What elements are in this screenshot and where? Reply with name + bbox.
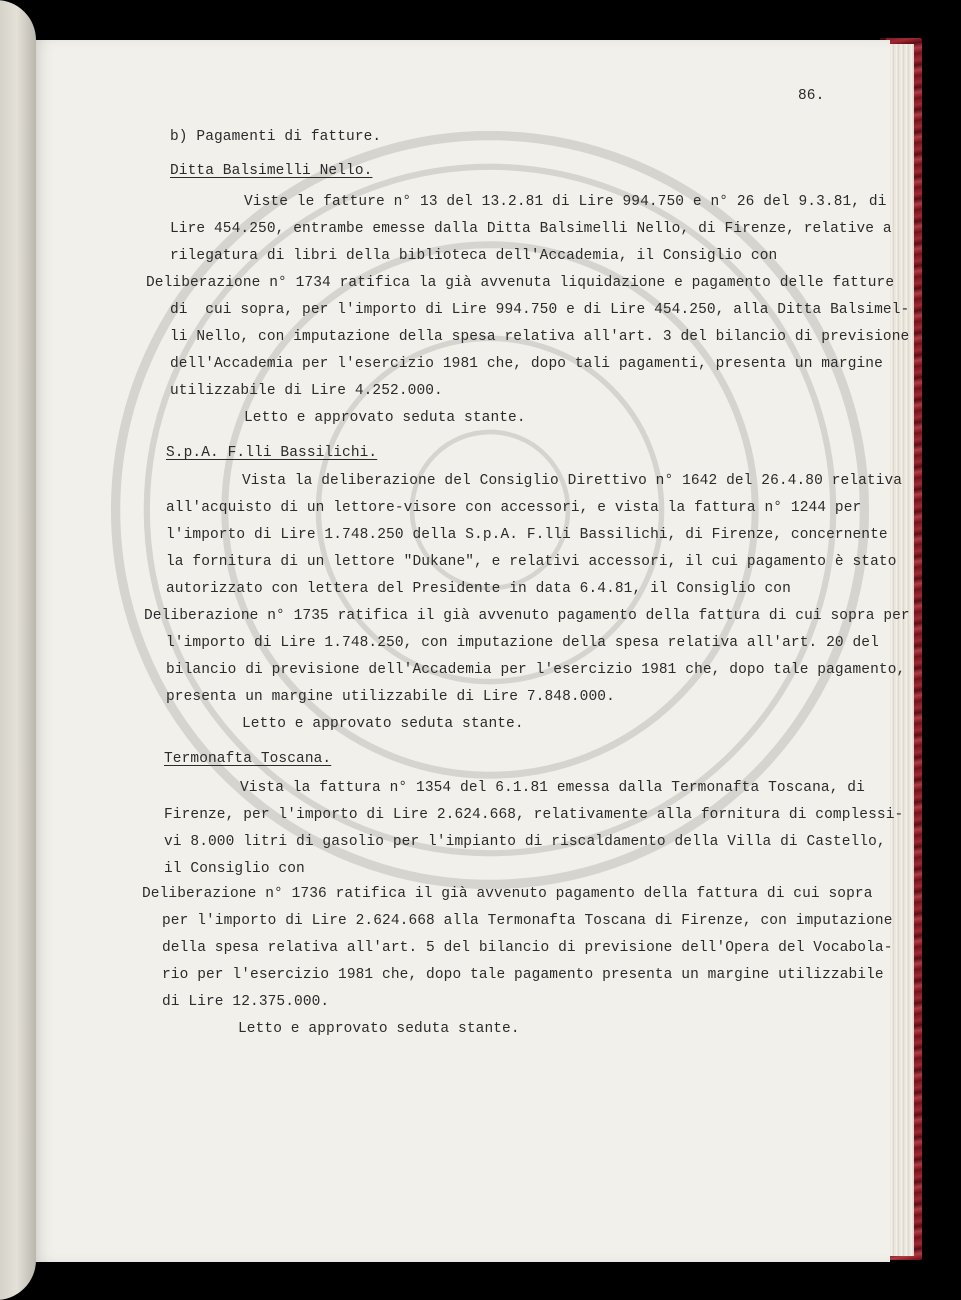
entry-line: di Lire 12.375.000.	[162, 994, 330, 1010]
entry-line: vi 8.000 litri di gasolio per l'impianto di riscaldamento della Villa di Castello,	[164, 834, 886, 850]
entry-line: rio per l'esercizio 1981 che, dopo tale pagamento presenta un margine utilizzabile	[162, 967, 884, 983]
entry-line: li Nello, con imputazione della spesa relativa all'art. 3 del bilancio di previsione	[170, 329, 910, 345]
page-number: 86.	[798, 88, 825, 104]
entry-line: Viste le fatture n° 13 del 13.2.81 di Lire 994.750 e n° 26 del 9.3.81, di	[244, 194, 887, 210]
entry-line: della spesa relativa all'art. 5 del bilancio di previsione dell'Opera del Vocabola-	[162, 940, 893, 956]
entry-line: Vista la fattura n° 1354 del 6.1.81 emessa dalla Termonafta Toscana, di	[240, 780, 865, 796]
entry-line: Lire 454.250, entrambe emesse dalla Ditta Balsimelli Nello, di Firenze, relative a	[170, 221, 892, 237]
entry-line: all'acquisto di un lettore-visore con accessori, e vista la fattura n° 1244 per	[166, 500, 862, 516]
entry-line: bilancio di previsione dell'Accademia per l'esercizio 1981 che, dopo tale pagamento,	[166, 662, 906, 678]
entry-line: Deliberazione n° 1736 ratifica il già avvenuto pagamento della fattura di cui sopra	[142, 886, 873, 902]
section-heading: b) Pagamenti di fatture.	[170, 129, 382, 145]
entry-line: Deliberazione n° 1735 ratifica il già avvenuto pagamento della fattura di cui sopra per	[144, 608, 910, 624]
entry-line: rilegatura di libri della biblioteca dell'Accademia, il Consiglio con	[170, 248, 778, 264]
entry-line: il Consiglio con	[164, 861, 305, 877]
entry-line: Firenze, per l'importo di Lire 2.624.668, relativamente alla fornitura di complessi-	[164, 807, 904, 823]
entry-title: S.p.A. F.lli Bassilichi.	[166, 445, 378, 461]
entry-line: dell'Accademia per l'esercizio 1981 che, dopo tali pagamenti, presenta un margine	[170, 356, 883, 372]
approval-line: Letto e approvato seduta stante.	[242, 716, 524, 732]
entry-line: la fornitura di un lettore "Dukane", e relativi accessori, il cui pagamento è stato	[166, 554, 897, 570]
entry-line: autorizzato con lettera del Presidente in data 6.4.81, il Consiglio con	[166, 581, 791, 597]
entry-line: utilizzabile di Lire 4.252.000.	[170, 383, 443, 399]
approval-line: Letto e approvato seduta stante.	[244, 410, 526, 426]
entry-line: Vista la deliberazione del Consiglio Direttivo n° 1642 del 26.4.80 relativa	[242, 473, 903, 489]
entry-line: di cui sopra, per l'importo di Lire 994.750 e di Lire 454.250, alla Ditta Balsimel-	[170, 302, 910, 318]
entry-title: Termonafta Toscana.	[164, 751, 332, 767]
entry-line: presenta un margine utilizzabile di Lire 7.848.000.	[166, 689, 615, 705]
facing-page-edge	[0, 0, 36, 1300]
entry-line: l'importo di Lire 1.748.250, con imputazione della spesa relativa all'art. 20 del	[166, 635, 879, 651]
entry-line: per l'importo di Lire 2.624.668 alla Termonafta Toscana di Firenze, con imputazione	[162, 913, 893, 929]
entry-line: l'importo di Lire 1.748.250 della S.p.A. F.lli Bassilichi, di Firenze, concernente	[166, 527, 888, 543]
entry-title: Ditta Balsimelli Nello.	[170, 163, 373, 179]
entry-line: Deliberazione n° 1734 ratifica la già avvenuta liquidazione e pagamento delle fatture	[146, 275, 895, 291]
approval-line: Letto e approvato seduta stante.	[238, 1021, 520, 1037]
